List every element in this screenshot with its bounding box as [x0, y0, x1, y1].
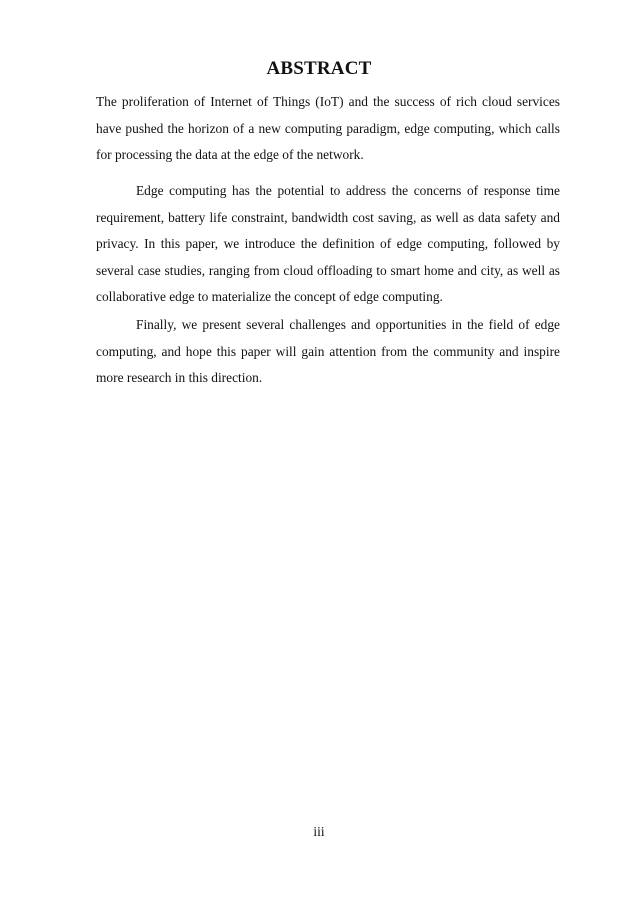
abstract-heading: ABSTRACT [266, 58, 372, 79]
abstract-paragraph-3: Finally, we present several challenges and opportunities in the field of edge computing, and hope this paper will gain attention from the community and inspire more research in this direction. [96, 317, 560, 385]
page-number: iii [313, 824, 325, 839]
abstract-paragraph-1: The proliferation of Internet of Things (IoT) and the success of rich cloud services have pushed the horizon of a new computing paradigm, edge computing, which calls for processing the data at the edge of the network. [96, 94, 560, 162]
abstract-paragraph-2: Edge computing has the potential to address the concerns of response time requirement, battery life constraint, bandwidth cost saving, as well as data safety and privacy. In this paper, we introduce the definition of edge computing, followed by several case studies, ranging from cloud offloading to smart home and city, as well as collaborative edge to materialize the concept of edge computing. [96, 183, 560, 304]
